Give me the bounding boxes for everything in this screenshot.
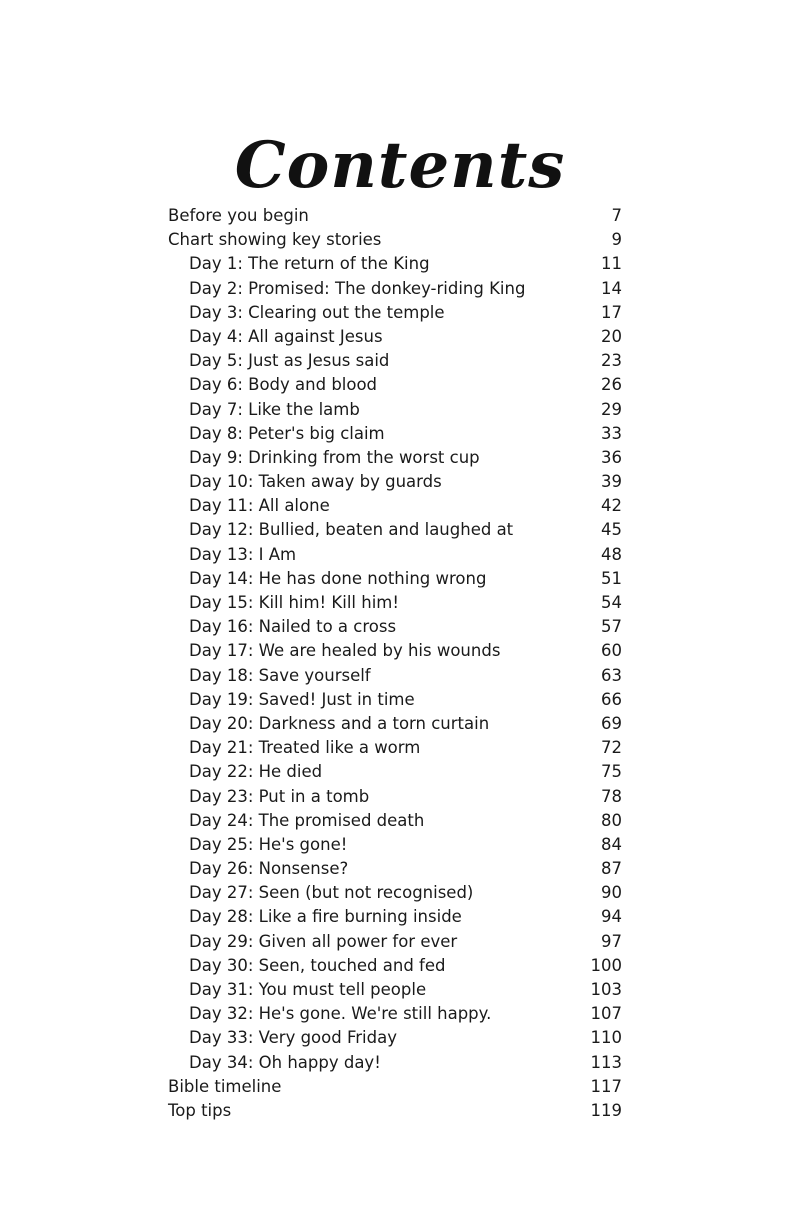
toc-entry (168, 470, 622, 494)
toc-entry-label: Day 29: Given all power for ever (189, 931, 458, 951)
toc-entry-label: Before you begin (168, 206, 309, 225)
toc-entry-label: Day 5: Just as Jesus said (189, 351, 390, 371)
toc-entry-page-number: 75 (601, 762, 622, 782)
toc-entry (168, 543, 622, 567)
toc-entry (168, 567, 622, 591)
toc-entry-page-number: 14 (601, 278, 622, 298)
toc-entry-page-number: 94 (601, 907, 622, 927)
toc-entry (168, 301, 622, 325)
toc-entry (168, 349, 622, 373)
toc-entry-label: Day 27: Seen (but not recognised) (189, 883, 474, 903)
toc-entry (168, 494, 622, 518)
toc-entry (168, 1026, 622, 1050)
toc-entry (168, 277, 622, 301)
toc-entry-page-number: 23 (601, 351, 622, 371)
toc-entry (168, 664, 622, 688)
toc-entry (168, 398, 622, 422)
toc-entry-page-number: 17 (601, 302, 622, 322)
toc-entry-label: Day 25: He's gone! (189, 834, 348, 854)
toc-entry (168, 615, 622, 639)
toc-entry-label: Day 3: Clearing out the temple (189, 302, 445, 322)
toc-entry-label: Day 24: The promised death (189, 810, 425, 830)
toc-entry (168, 252, 622, 276)
toc-entry-label: Day 33: Very good Friday (189, 1028, 397, 1048)
toc-entry-page-number: 9 (611, 230, 622, 250)
toc-entry-label: Day 4: All against Jesus (189, 326, 383, 346)
toc-entry (168, 712, 622, 736)
toc-entry-page-number: 42 (601, 496, 622, 516)
toc-entry-page-number: 72 (601, 738, 622, 758)
toc-entry-label: Day 13: I Am (189, 544, 297, 564)
toc-entry (168, 978, 622, 1002)
toc-entry-page-number: 20 (601, 326, 622, 346)
toc-entry-page-number: 48 (601, 544, 622, 564)
toc-entry-page-number: 11 (601, 254, 622, 274)
toc-entry-label: Day 21: Treated like a worm (189, 738, 421, 758)
toc-entry-page-number: 51 (601, 568, 622, 588)
toc-entry (168, 736, 622, 760)
toc-entry-label: Day 1: The return of the King (189, 254, 430, 274)
toc-entry-page-number: 29 (601, 399, 622, 419)
toc-entry-label: Bible timeline (168, 1076, 282, 1096)
toc-entry-label: Day 8: Peter's big claim (189, 423, 385, 443)
toc-entry-label: Day 28: Like a fire burning inside (189, 907, 462, 927)
toc-entry-label: Day 14: He has done nothing wrong (189, 568, 487, 588)
toc-entry (168, 639, 622, 663)
toc-entry-label: Day 6: Body and blood (189, 375, 378, 395)
toc-entry-page-number: 33 (601, 423, 622, 443)
toc-entry-label: Day 15: Kill him! Kill him! (189, 593, 399, 612)
toc-entry (168, 881, 622, 905)
toc-entry (168, 591, 622, 615)
toc-entry (168, 518, 622, 542)
toc-entry-page-number: 103 (590, 980, 622, 999)
toc-entry-label: Day 22: He died (189, 762, 323, 782)
toc-entry-page-number: 80 (601, 810, 622, 830)
toc-entry-label: Day 7: Like the lamb (189, 399, 360, 419)
toc-entry-label: Day 20: Darkness and a torn curtain (189, 713, 490, 733)
toc-entry-label: Day 19: Saved! Just in time (189, 689, 415, 709)
toc-entry-label: Day 34: Oh happy day! (189, 1052, 381, 1072)
toc-entry-page-number: 39 (601, 472, 622, 492)
toc-entry (168, 930, 622, 954)
toc-entry-label: Day 30: Seen, touched and fed (189, 955, 446, 975)
toc-entry-page-number: 60 (601, 641, 622, 661)
toc-entry (168, 785, 622, 809)
toc-entry (168, 1099, 622, 1123)
toc-entry-label: Day 10: Taken away by guards (189, 472, 442, 492)
toc-entry-page-number: 54 (601, 593, 622, 612)
toc-entry-label: Day 12: Bullied, beaten and laughed at (189, 520, 514, 540)
toc-entry-label: Day 11: All alone (189, 496, 330, 516)
toc-entry-label: Day 26: Nonsense? (189, 859, 349, 879)
table-of-contents (168, 204, 622, 1123)
toc-entry-label: Day 9: Drinking from the worst cup (189, 447, 480, 467)
toc-entry-page-number: 97 (601, 931, 622, 951)
toc-entry-label: Day 17: We are healed by his wounds (189, 641, 501, 661)
toc-entry-page-number: 113 (590, 1052, 622, 1072)
toc-entry (168, 325, 622, 349)
toc-entry-label: Top tips (168, 1100, 232, 1120)
toc-entry-page-number: 69 (601, 713, 622, 733)
toc-entry (168, 857, 622, 881)
toc-entry (168, 422, 622, 446)
toc-entry (168, 446, 622, 470)
toc-entry (168, 228, 622, 252)
toc-entry-page-number: 36 (601, 447, 622, 467)
toc-entry (168, 760, 622, 784)
toc-entry-page-number: 107 (590, 1004, 622, 1024)
toc-entry-page-number: 66 (601, 689, 622, 709)
toc-entry-label: Day 2: Promised: The donkey-riding King (189, 278, 526, 298)
toc-entry-page-number: 117 (590, 1076, 622, 1096)
toc-entry-page-number: 7 (611, 206, 622, 225)
toc-entry (168, 688, 622, 712)
toc-entry-page-number: 110 (590, 1028, 622, 1048)
toc-entry-label: Day 31: You must tell people (189, 980, 427, 999)
toc-entry-page-number: 63 (601, 665, 622, 685)
page-title: Contents (234, 127, 566, 203)
toc-entry-label: Day 23: Put in a tomb (189, 786, 370, 806)
toc-entry-page-number: 26 (601, 375, 622, 395)
toc-entry (168, 204, 622, 228)
toc-entry-page-number: 78 (601, 786, 622, 806)
toc-entry (168, 1002, 622, 1026)
toc-entry-page-number: 100 (590, 955, 622, 975)
toc-entry-label: Day 18: Save yourself (189, 665, 371, 685)
toc-entry-page-number: 57 (601, 617, 622, 637)
toc-entry (168, 954, 622, 978)
toc-entry-page-number: 45 (601, 520, 622, 540)
toc-entry-label: Day 16: Nailed to a cross (189, 617, 397, 637)
toc-entry-page-number: 119 (590, 1100, 622, 1120)
toc-entry-page-number: 84 (601, 834, 622, 854)
toc-entry-page-number: 87 (601, 859, 622, 879)
toc-entry-page-number: 90 (601, 883, 622, 903)
toc-entry-label: Day 32: He's gone. We're still happy. (189, 1004, 492, 1024)
toc-entry (168, 373, 622, 397)
toc-entry (168, 1051, 622, 1075)
toc-entry-label: Chart showing key stories (168, 230, 382, 250)
toc-entry (168, 833, 622, 857)
toc-entry (168, 1075, 622, 1099)
toc-entry (168, 809, 622, 833)
toc-entry (168, 905, 622, 929)
